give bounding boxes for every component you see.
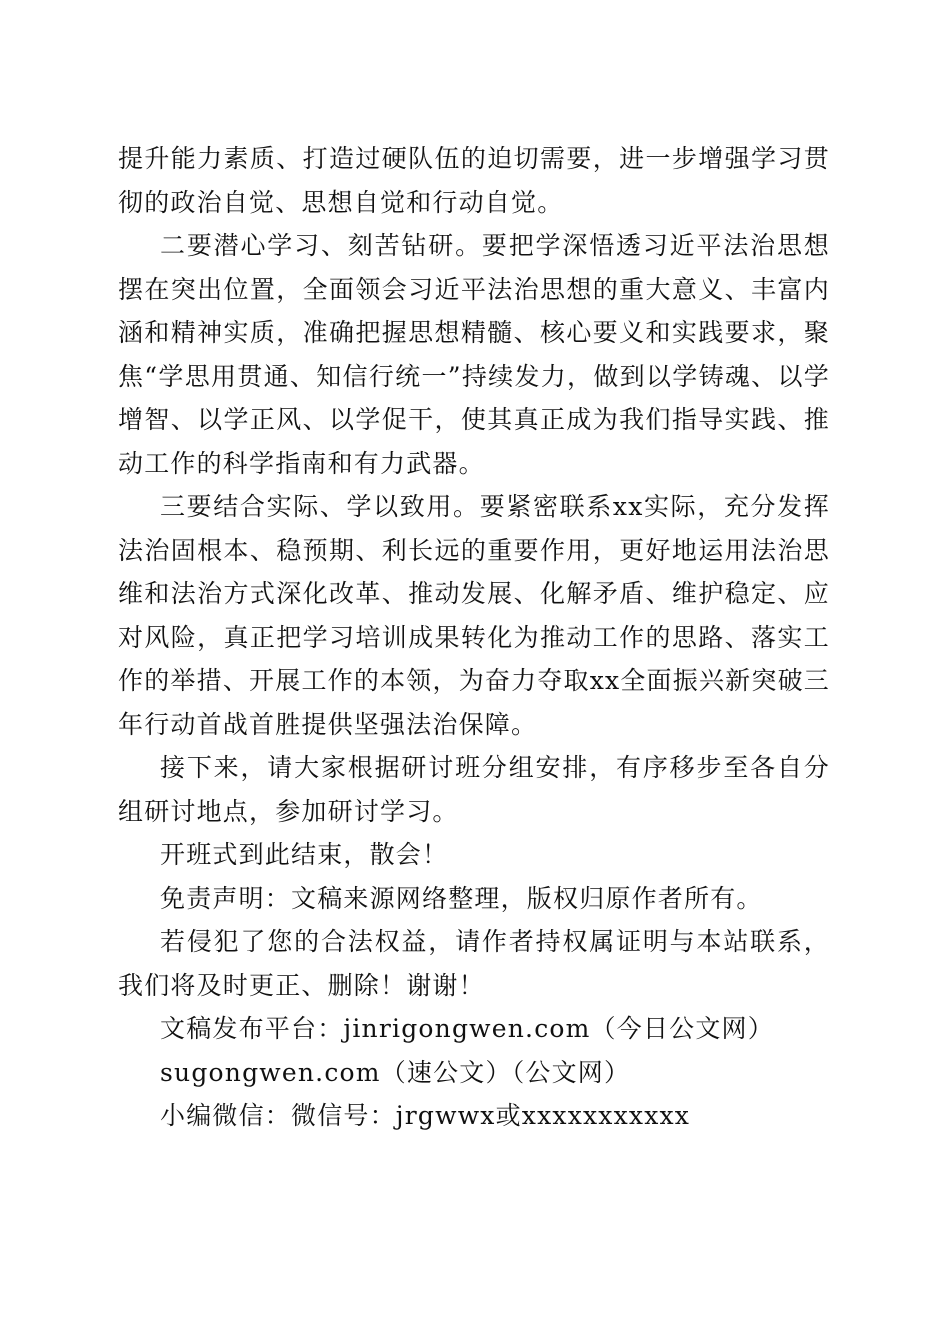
paragraph-point-two: 二要潜心学习、刻苦钻研。要把学深悟透习近平法治思想摆在突出位置，全面领会习近平法治思想的重大意义、丰富内涵和精神实质，准确把握思想精髓、核心要义和实践要求，聚焦“学思用贯通、知信行统一”持续发力，做到以学铸魂、以学增智、以学正风、以学促干，使其真正成为我们指导实践、推动工作的科学指南和有力武器。 [118,231,830,478]
paragraph-disclaimer: 免责声明：文稿来源网络整理，版权归原作者所有。 [160,883,763,913]
paragraph-point-three: 三要结合实际、学以致用。要紧密联系xx实际，充分发挥法治固根本、稳预期、利长远的重要作用，更好地运用法治思维和法治方式深化改革、推动发展、化解矛盾、维护稳定、应对风险，真正把学习培训成果转化为推动工作的思路、落实工作的举措、开展工作的本领，为奋力夺取xx全面振兴新突破三年行动首战首胜提供坚强法治保障。 [118,492,830,739]
paragraph-next-steps: 接下来，请大家根据研讨班分组安排，有序移步至各自分组研讨地点，参加研讨学习。 [118,753,830,826]
footer-wechat-line: 小编微信：微信号：jrgwwx或xxxxxxxxxxx [160,1101,691,1130]
paragraph-closing: 开班式到此结束，散会！ [160,840,449,869]
paragraph-rights-notice: 若侵犯了您的合法权益，请作者持权属证明与本站联系，我们将及时更正、删除！谢谢！ [118,927,830,1000]
footer-site-line: sugongwen.com（速公文）（公文网） [160,1057,631,1087]
paragraph-continuation: 提升能力素质、打造过硬队伍的迫切需要，进一步增强学习贯彻的政治自觉、思想自觉和行动自觉。 [118,144,830,217]
document-body [118,137,830,1138]
footer-platform-line: 文稿发布平台：jinrigongwen.com（今日公文网） [160,1014,774,1043]
